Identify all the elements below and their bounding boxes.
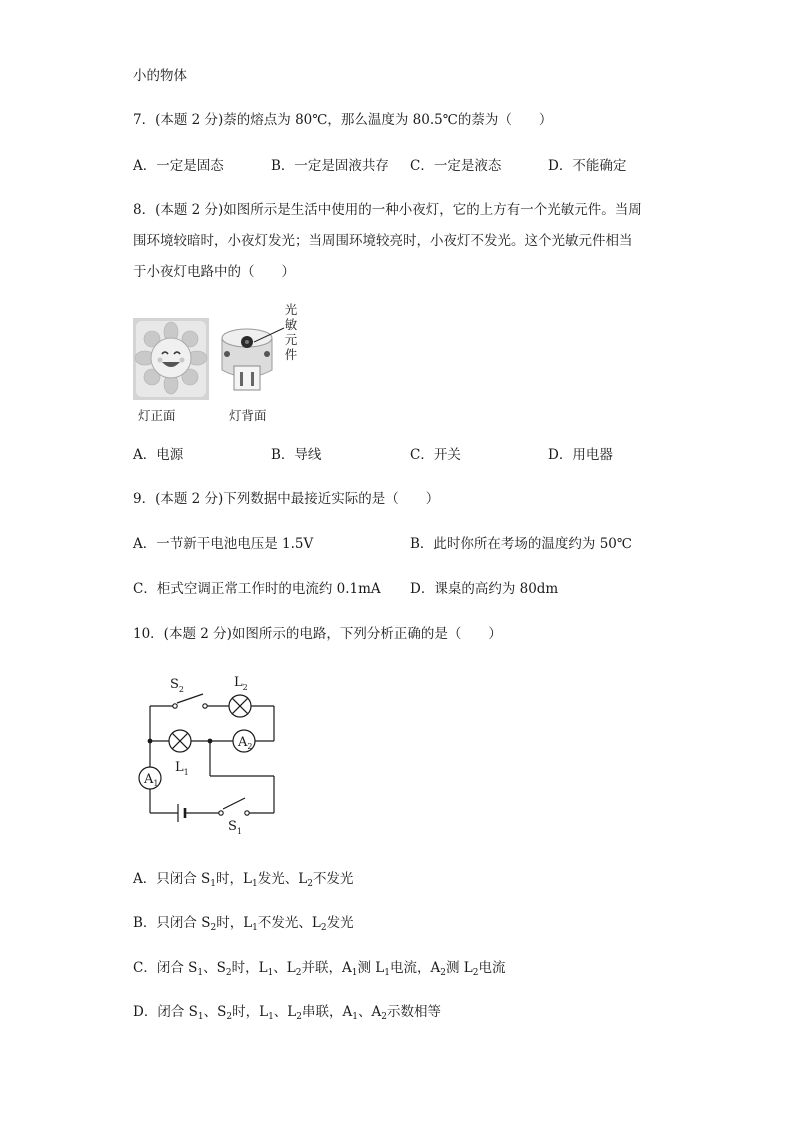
q7-option-b: B．一定是固液共存 <box>271 158 389 174</box>
q10-option-a: A．只闭合 $S_1$时，$L_1$发光、$L_2$不发光 <box>133 871 354 889</box>
q9-option-a: A．一节新干电池电压是 1.5V <box>133 536 314 552</box>
q7-option-c: C．一定是液态 <box>410 158 502 174</box>
q7-option-a: A．一定是固态 <box>133 158 224 174</box>
s1-contact-left-icon <box>219 811 223 815</box>
lamp-l2-icon <box>229 695 251 717</box>
q9-option-b: B．此时你所在考场的温度约为 50℃ <box>410 536 632 552</box>
q7-stem: 7．(本题 2 分)萘的熔点为 80℃，那么温度为 80.5℃的萘为（ ） <box>133 112 553 128</box>
lamp-l1-icon <box>169 730 191 752</box>
q9-stem: 9．(本题 2 分)下列数据中最接近实际的是（ ） <box>133 491 440 507</box>
junction-left-icon <box>148 739 153 744</box>
sensor-pointer-line <box>252 326 286 346</box>
q10-option-d: D．闭合 $S_1$、$S_2$时，$L_1$、$L_2$串联，$A_1$、$A_2$示数相等 <box>133 1004 441 1022</box>
back-caption: 灯背面 <box>229 408 267 423</box>
a2-label: $A_2$ <box>238 735 253 751</box>
q8-option-c: C．开关 <box>410 447 461 463</box>
q8-stem-line-2: 围环境较暗时，小夜灯发光；当周围环境较亮时，小夜灯不发光。这个光敏元件相当 <box>133 233 633 249</box>
q8-option-d: D．用电器 <box>548 447 613 463</box>
q10-option-c: C．闭合 $S_1$、$S_2$时，$L_1$、$L_2$并联，$A_1$测 $L_1$电流，$A_2$测 $L_2$电流 <box>133 960 506 978</box>
q8-stem-line-1: 8．(本题 2 分)如图所示是生活中使用的一种小夜灯，它的上方有一个光敏元件。当周 <box>133 202 642 218</box>
sensor-label-char-3: 元 <box>284 332 298 347</box>
night-light-front-photo <box>133 318 209 400</box>
sensor-label-char-4: 件 <box>284 347 298 362</box>
l1-label: $L_1$ <box>175 760 189 777</box>
s2-contact-left-icon <box>173 704 177 708</box>
circuit-diagram <box>130 668 290 840</box>
s2-label: $S_2$ <box>170 677 184 694</box>
s1-label: $S_1$ <box>228 819 242 836</box>
q8-option-a: A．电源 <box>133 447 184 463</box>
s1-contact-right-icon <box>245 811 249 815</box>
s2-contact-right-icon <box>203 704 207 708</box>
q8-stem-line-3: 于小夜灯电路中的（ ） <box>133 264 295 280</box>
sensor-label <box>284 302 298 362</box>
q9-option-d: D．课桌的高约为 80dm <box>410 581 559 597</box>
front-caption: 灯正面 <box>138 408 176 423</box>
sensor-label-char-1: 光 <box>284 302 298 317</box>
q9-option-c: C．柜式空调正常工作时的电流约 0.1mA <box>133 581 381 597</box>
previous-question-tail: 小的物体 <box>133 68 187 84</box>
l2-label: $L_2$ <box>234 675 248 692</box>
q7-option-d: D．不能确定 <box>548 158 627 174</box>
q10-stem: 10．(本题 2 分)如图所示的电路，下列分析正确的是（ ） <box>133 626 502 642</box>
a1-label: $A_1$ <box>144 772 159 788</box>
q8-option-b: B．导线 <box>271 447 322 463</box>
junction-middle-icon <box>208 739 213 744</box>
sensor-label-char-2: 敏 <box>284 317 298 332</box>
q10-option-b: B．只闭合 $S_2$时，$L_1$不发光、$L_2$发光 <box>133 915 354 933</box>
